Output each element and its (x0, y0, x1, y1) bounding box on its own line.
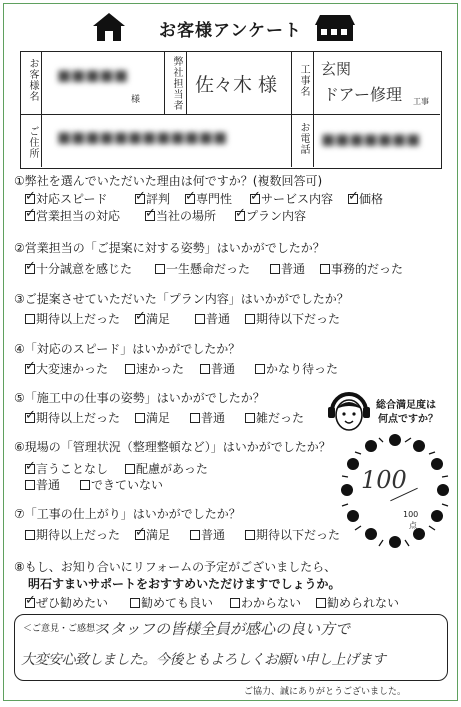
q3-option-1[interactable]: 期待以上だった (25, 310, 120, 327)
q4-option-1[interactable]: ✓大変速かった (25, 360, 108, 377)
q8-option-3[interactable]: わからない (230, 594, 301, 611)
q8-line2: 明石すまいサポートをおすすめいただけますでしょうか。 (28, 577, 341, 591)
q2-option-4[interactable]: 事務的だった (320, 260, 403, 277)
q1-option-5[interactable]: ✓ 価格 (348, 190, 383, 207)
satisfaction-label-line1: 総合満足度は (376, 400, 436, 411)
work-value-line2: ドアー修理 (323, 85, 403, 104)
checkbox-icon[interactable] (270, 264, 280, 274)
phone-value: ■■■■■■■ (321, 130, 421, 148)
q3-option-4[interactable]: 期待以下だった (245, 310, 340, 327)
checkbox-icon[interactable] (25, 464, 35, 474)
q8-option-1[interactable]: ✓ぜひ勧めたい (25, 594, 108, 611)
checkbox-icon[interactable] (316, 598, 326, 608)
checkbox-icon[interactable] (245, 530, 255, 540)
q5-option-1[interactable]: ✓期待以上だった (25, 409, 120, 426)
comment-label: ＜ご意見・ご感想＞ (23, 624, 105, 634)
q7-option-4[interactable]: 期待以下だった (245, 526, 340, 543)
q6-text: ⑥現場の「管理状況（整理整頓など）」はいかがでしたか？ (14, 440, 331, 454)
work-label: 工事名 (298, 64, 309, 97)
checkbox-icon[interactable] (250, 194, 260, 204)
satisfaction-score: 100 (361, 466, 407, 494)
q4-option-3[interactable]: 普通 (200, 360, 235, 377)
q1-text: ①弊社を選んでいただいた理由は何ですか？(複数回答可) (14, 174, 323, 188)
q1-option-2[interactable]: ✓ 評判 (135, 190, 170, 207)
q5-option-3[interactable]: 普通 (190, 409, 225, 426)
comment-box (14, 614, 448, 681)
satisfaction-max: 100 (403, 510, 419, 519)
checkbox-icon[interactable] (25, 364, 35, 374)
q2-option-1[interactable]: ✓十分誠意を感じた (25, 260, 132, 277)
q3-option-3[interactable]: 普通 (195, 310, 230, 327)
q1-option-4[interactable]: ✓ サービス内容 (250, 190, 333, 207)
q7-option-3[interactable]: 普通 (190, 526, 225, 543)
q1-option-7[interactable]: ✓ 当社の場所 (145, 207, 216, 224)
checkbox-icon[interactable] (190, 413, 200, 423)
checkbox-icon[interactable] (25, 194, 35, 204)
checkbox-icon[interactable] (25, 211, 35, 221)
customer-name-suffix: 様 (131, 95, 141, 105)
checkbox-icon[interactable] (245, 413, 255, 423)
q2-option-3[interactable]: 普通 (270, 260, 305, 277)
customer-name-label: お客様名 (27, 58, 38, 102)
checkbox-icon[interactable] (25, 314, 35, 324)
checkbox-icon[interactable] (320, 264, 330, 274)
q1-option-8[interactable]: ✓ プラン内容 (235, 207, 306, 224)
house-icon-right (314, 14, 356, 42)
checkbox-icon[interactable] (25, 413, 35, 423)
phone-label: お電話 (298, 122, 309, 155)
page-title: お客様アンケート (159, 21, 302, 41)
checkbox-icon[interactable] (130, 598, 140, 608)
q4-option-2[interactable]: 速かった (125, 360, 184, 377)
checkbox-icon[interactable] (245, 314, 255, 324)
work-value-suffix: 工事 (413, 97, 429, 106)
checkbox-icon[interactable] (185, 194, 195, 204)
checkbox-icon[interactable] (125, 364, 135, 374)
q1-option-3[interactable]: ✓ 専門性 (185, 190, 232, 207)
q1-option-6[interactable]: ✓営業担当の対応 (25, 207, 120, 224)
q6-option-3[interactable]: 普通 (25, 476, 60, 493)
checkbox-icon[interactable] (125, 464, 135, 474)
checkbox-icon[interactable] (230, 598, 240, 608)
q5-option-4[interactable]: 雑だった (245, 409, 304, 426)
q6-option-1[interactable]: ✓言うことなし (25, 460, 108, 477)
address-label: ご住所 (27, 126, 38, 159)
comment-line2: 大変安心致しました。今後ともよろしくお願い申し上げます (21, 652, 386, 668)
q7-text: ⑦「工事の仕上がり」はいかがでしたか？ (14, 507, 241, 521)
checkbox-icon[interactable] (235, 211, 245, 221)
checkbox-icon[interactable] (135, 314, 145, 324)
checkbox-icon[interactable] (135, 530, 145, 540)
info-table (20, 51, 442, 169)
q6-option-2[interactable]: 配慮があった (125, 460, 208, 477)
staff-value: 佐々木 様 (195, 74, 278, 96)
q2-text: ②営業担当の「ご提案に対する姿勢」はいかがでしたか？ (14, 241, 325, 255)
checkbox-icon[interactable] (190, 530, 200, 540)
checkbox-icon[interactable] (25, 480, 35, 490)
checkbox-icon[interactable] (195, 314, 205, 324)
q7-option-1[interactable]: 期待以上だった (25, 526, 120, 543)
checkbox-icon[interactable] (155, 264, 165, 274)
checkbox-icon[interactable] (348, 194, 358, 204)
checkbox-icon[interactable] (200, 364, 210, 374)
q1-option-1[interactable]: ✓対応スピード (25, 190, 108, 207)
face-icon (326, 385, 372, 435)
address-value: ■■■■■■■■■■■■ (57, 128, 228, 146)
staff-label: 弊社担当者 (171, 56, 182, 111)
q3-text: ③ご提案させていただいた「プラン内容」はいかがでしたか？ (14, 292, 349, 306)
q8-line1: ⑧もし、お知り合いにリフォームの予定がございましたら、 (14, 560, 337, 574)
q4-text: ④「対応のスピード」はいかがでしたか？ (14, 342, 241, 356)
checkbox-icon[interactable] (255, 364, 265, 374)
checkbox-icon[interactable] (25, 598, 35, 608)
q5-text: ⑤「施工中の仕事の姿勢」はいかがでしたか？ (14, 391, 265, 405)
checkbox-icon[interactable] (135, 194, 145, 204)
checkbox-icon[interactable] (80, 480, 90, 490)
q8-option-2[interactable]: 勧めても良い (130, 594, 213, 611)
q8-option-4[interactable]: 勧められない (316, 594, 399, 611)
checkbox-icon[interactable] (135, 413, 145, 423)
customer-name-value: ■■■■■ (57, 66, 128, 84)
checkbox-icon[interactable] (25, 264, 35, 274)
checkbox-icon[interactable] (145, 211, 155, 221)
q6-option-4[interactable]: できていない (80, 476, 163, 493)
satisfaction-label-line2: 何点ですか？ (378, 414, 438, 425)
comment-line1: スタッフの皆様全員が感心の良い方で (95, 620, 351, 638)
q4-option-4[interactable]: かなり待った (255, 360, 338, 377)
footer-thanks: ご協力、誠にありがとうございました。 (244, 687, 407, 697)
work-value-line1: 玄関 (321, 60, 352, 78)
survey-form (3, 3, 458, 701)
q2-option-2[interactable]: 一生懸命だった (155, 260, 250, 277)
q5-option-2[interactable]: 満足 (135, 409, 170, 426)
q3-option-2[interactable]: ✓ 満足 (135, 310, 170, 327)
checkbox-icon[interactable] (25, 530, 35, 540)
satisfaction-wreath (339, 432, 451, 550)
q7-option-2[interactable]: ✓ 満足 (135, 526, 170, 543)
satisfaction-unit: 点 (409, 521, 417, 530)
